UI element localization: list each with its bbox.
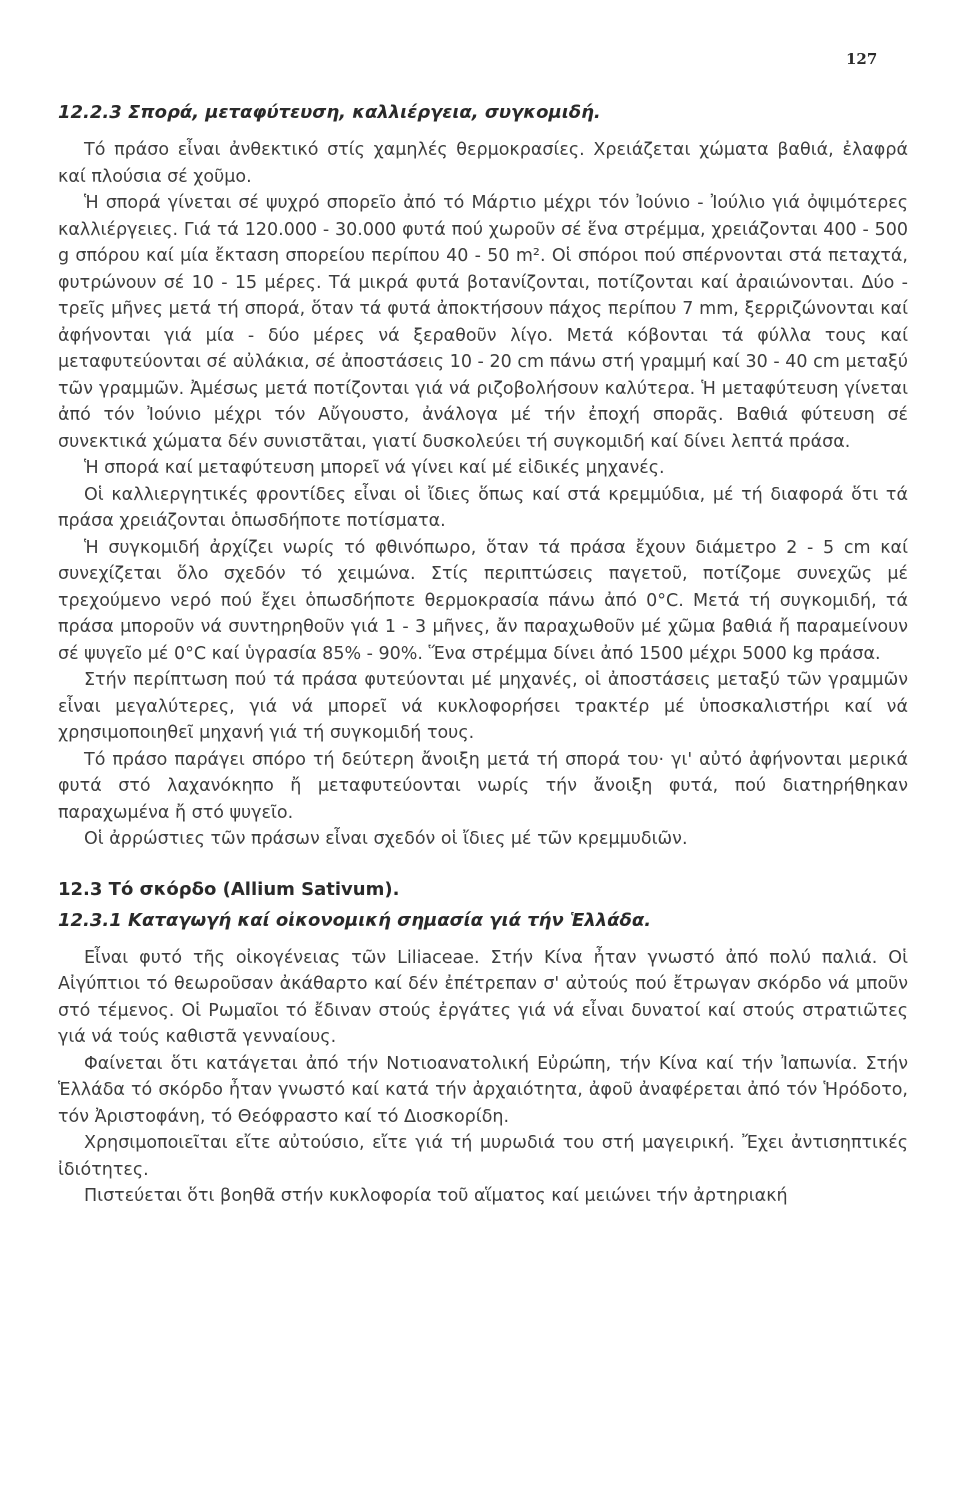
section-heading-12-3-1: 12.3.1 Καταγωγή καί οἰκονομική σημασία γιά τήν Ἑλλάδα. [58,909,652,931]
paragraph: Ἡ συγκομιδή ἀρχίζει νωρίς τό φθινόπωρο, ὅταν τά πράσα ἔχουν διάμετρο 2 - 5 cm καί συνεχίζεται ὅλο σχεδόν τό χειμώνα. Στίς περιπτώσεις παγετοῦ, ποτίζομε συνεχῶς μέ τρεχούμενο νερό πού ἔχει ὁπωσδήποτε θερμοκρασία πάνω ἀπό 0°C. Μετά τή συγκομιδή, τά πράσα μποροῦν νά συντηρηθοῦν γιά 1 - 3 μῆνες, ἄν παραχωθοῦν μέ χῶμα βαθιά ἤ παραμείνουν σέ ψυγεῖο μέ 0°C καί ὑγρασία 85% - 90%. Ἕνα στρέμμα δίνει ἀπό 1500 μέχρι 5000 kg πράσα. [58,537,908,664]
paragraph: Πιστεύεται ὅτι βοηθᾶ στήν κυκλοφορία τοῦ αἵματος καί μειώνει τήν ἀρτηριακή [84,1186,788,1206]
paragraph: Ἡ σπορά γίνεται σέ ψυχρό σπορεῖο ἀπό τό Μάρτιο μέχρι τόν Ἰούνιο - Ἰούλιο γιά ὀψιμότερες καλλιέργειες. Γιά τά 120.000 - 30.000 φυτά πού χωροῦν σέ ἕνα στρέμμα, χρειάζονται 400 - 500 g σπόρου καί μία ἔκταση σπορείου περίπου 40 - 50 m². Οἱ σπόροι πού σπέρνονται στά πεταχτά, φυτρώνουν σέ 10 - 15 μέρες. Τά μικρά φυτά βοτανίζονται, ποτίζονται καί ἀραιώνονται. Δύο - τρεῖς μῆνες μετά τή σπορά, ὅταν τά φυτά ἀποκτήσουν πάχος περίπου 7 mm, ξερριζώνονται καί ἀφήνονται γιά μία - δύο μέρες νά ξεραθοῦν λίγο. Μετά κόβονται τά φύλλα τους καί μεταφυτεύονται σέ αὐλάκια, σέ ἀποστάσεις 10 - 20 cm πάνω στή γραμμή καί 30 - 40 cm μεταξύ τῶν γραμμῶν. Ἀμέσως μετά ποτίζονται γιά νά ριζοβολήσουν καλύτερα. Ἡ μεταφύτευση γίνεται ἀπό τόν Ἰούνιο μέχρι τόν Αὔγουστο, ἀνάλογα μέ τήν ἐποχή σπορᾶς. Βαθιά φύτευση σέ συνεκτικά χώματα δέν συνιστᾶται, γιατί δυσκολεύει τή συγκομιδή καί δίνει λεπτά πράσα. [58,193,908,452]
paragraph: Τό πράσο εἶναι ἀνθεκτικό στίς χαμηλές θερμοκρασίες. Χρειάζεται χώματα βαθιά, ἐλαφρά καί πλούσια σέ χοῦμο. [58,140,908,187]
paragraph: Φαίνεται ὅτι κατάγεται ἀπό τήν Νοτιοανατολική Εὐρώπη, τήν Κίνα καί τήν Ἰαπωνία. Στήν Ἑλλάδα τό σκόρδο ἦταν γνωστό καί κατά τήν ἀρχαιότητα, ἀφοῦ ἀναφέρεται ἀπό τόν Ἡρόδοτο, τόν Ἀριστοφάνη, τό Θεόφραστο καί τό Διοσκορίδη. [58,1053,908,1127]
paragraph: Χρησιμοποιεῖται εἴτε αὐτούσιο, εἴτε γιά τή μυρωδιά του στή μαγειρική. Ἔχει ἀντισηπτικές ἰδιότητες. [58,1133,908,1180]
paragraph: Στήν περίπτωση πού τά πράσα φυτεύονται μέ μηχανές, οἱ ἀποστάσεις μεταξύ τῶν γραμμῶν εἶναι μεγαλύτερες, γιά νά μπορεῖ νά κυκλοφορήσει τρακτέρ μέ ὑποσκαλιστήρι καί νά χρησιμοποιηθεῖ μηχανή γιά τή συγκομιδή τους. [58,670,908,743]
paragraph: Οἱ καλλιεργητικές φροντίδες εἶναι οἱ ἴδιες ὅπως καί στά κρεμμύδια, μέ τή διαφορά ὅτι τά πράσα χρειάζονται ὁπωσδήποτε ποτίσματα. [58,484,908,531]
paragraph: Οἱ ἀρρώστιες τῶν πράσων εἶναι σχεδόν οἱ ἴδιες μέ τῶν κρεμμυδιῶν. [84,829,688,849]
section-heading-12-3: 12.3 Τό σκόρδο (Allium Sativum). [58,878,400,900]
paragraph: Εἶναι φυτό τῆς οἰκογένειας τῶν Liliaceae. Στήν Κίνα ἦταν γνωστό ἀπό πολύ παλιά. Οἱ Αἰγύπτιοι τό θεωροῦσαν ἀκάθαρτο καί δέν ἐπέτρεπαν σ' αὐτούς πού ἔτρωγαν σκόρδο νά μποῦν στό τέμενος. Οἱ Ρωμαῖοι τό ἔδιναν στούς ἐργάτες γιά νά εἶναι δυνατοί καί στούς στρατιῶτες γιά νά τούς καθιστᾶ γενναίους. [58,947,908,1047]
section-heading-12-2-3: 12.2.3 Σπορά, μεταφύτευση, καλλιέργεια, συγκομιδή. [58,102,601,123]
paragraph: Τό πράσο παράγει σπόρο τή δεύτερη ἄνοιξη μετά τή σπορά του· γι' αὐτό ἀφήνονται μερικά φυτά στό λαχανόκηπο ἤ μεταφυτεύονται νωρίς τήν ἄνοιξη φυτά, πού διατηρήθηκαν παραχωμένα ἤ στό ψυγεῖο. [58,749,908,823]
page-number: 127 [846,50,878,68]
page-content [58,102,908,1210]
paragraph: Ἡ σπορά καί μεταφύτευση μπορεῖ νά γίνει καί μέ εἰδικές μηχανές. [84,458,665,478]
